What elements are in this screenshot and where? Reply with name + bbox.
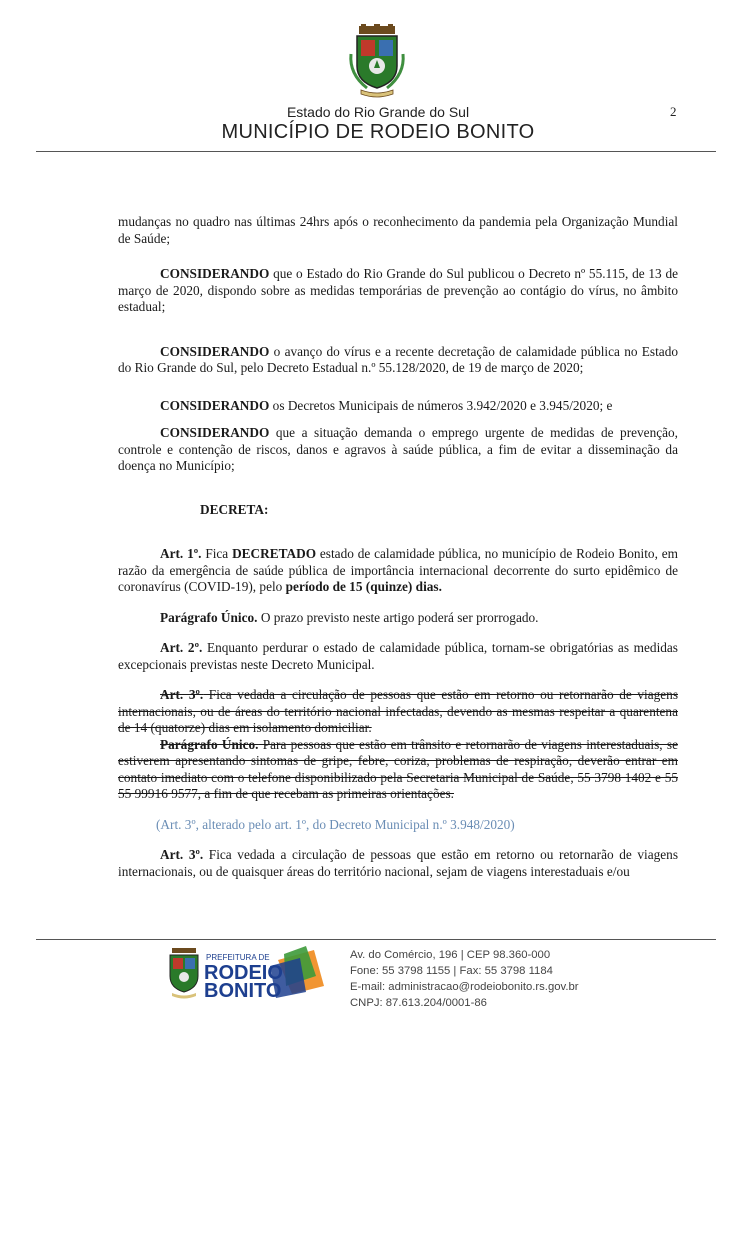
page-number: 2: [670, 104, 677, 119]
article-2: Art. 2º. Enquanto perdurar o estado de calamidade pública, tornam-se obrigatórias as medidas excepcionais previstas neste Decreto Municipal.: [118, 640, 678, 672]
paragraph-considerando-4: CONSIDERANDO que a situação demanda o emprego urgente de medidas de prevenção, controle e contenção de riscos, danos e agravos à saúde pública, a fim de evitar a disseminação da doença no Município;: [118, 425, 678, 473]
footer-address: Av. do Comércio, 196 | CEP 98.360-000: [350, 949, 551, 961]
logo-prefeitura-text: PREFEITURA DE: [206, 953, 270, 962]
header-divider: [36, 151, 716, 152]
footer-cnpj: CNPJ: 87.613.204/0001-86: [350, 997, 487, 1009]
article-1: Art. 1º. Fica DECRETADO estado de calamidade pública, no município de Rodeio Bonito, em razão da emergência de saúde pública de importância internacional decorrente do surto epidêmico de coronavírus (COVID-19), pelo período de 15 (quinze) dias.: [118, 546, 678, 594]
article-3-paragrafo-revoked: Parágrafo Único. Para pessoas que estão em trânsito e retornarão de viagens interestaduais, se estiverem apresentando sintomas de gripe, febre, coriza, problemas de respiração, deverão entrar em contato imediato com o telefone disponibilizado pela Secretaria Municipal de Saúde, 55 3798 1402 e 55 55 99916 9577, a fim de que recebam as primeiras orientações.: [118, 736, 678, 801]
logo-rodeio-text: RODEIO: [204, 962, 283, 984]
paragraph-considerando-3: CONSIDERANDO os Decretos Municipais de números 3.942/2020 e 3.945/2020; e: [160, 397, 613, 413]
prefeitura-logo: [166, 946, 332, 1000]
footer-divider: [36, 939, 716, 940]
decreta-heading: DECRETA:: [200, 501, 269, 517]
footer-contact: [350, 947, 579, 1011]
header-state: Estado do Rio Grande do Sul: [286, 104, 470, 120]
article-3: Art. 3º. Fica vedada a circulação de pessoas que estão em retorno ou retornarão de viagens internacionais, ou de quaisquer áreas do território nacional, sejam de viagens interestaduais e/ou: [118, 847, 678, 879]
paragraph-1: mudanças no quadro nas últimas 24hrs após o reconhecimento da pandemia pela Organização Mundial de Saúde;: [118, 214, 678, 246]
amendment-note: (Art. 3º, alterado pelo art. 1º, do Decreto Municipal n.º 3.948/2020): [156, 816, 515, 832]
article-1-paragrafo-unico: Parágrafo Único. O prazo previsto neste artigo poderá ser prorrogado.: [160, 609, 539, 625]
footer-email[interactable]: E-mail: administracao@rodeiobonito.rs.gov.br: [350, 981, 579, 993]
footer-phone: Fone: 55 3798 1155 | Fax: 55 3798 1184: [350, 965, 553, 977]
paragraph-considerando-2: CONSIDERANDO o avanço do vírus e a recente decretação de calamidade pública no Estado do Rio Grande do Sul, pelo Decreto Estadual n.º 55.128/2020, de 19 de março de 2020;: [118, 343, 678, 375]
coat-of-arms-icon: [347, 24, 407, 98]
paragraph-considerando-1: CONSIDERANDO que o Estado do Rio Grande do Sul publicou o Decreto nº 55.115, de 13 de março de 2020, dispondo sobre as medidas temporárias de prevenção ao contágio do vírus, no âmbito estadual;: [118, 266, 678, 314]
header-municipality: MUNICÍPIO DE RODEIO BONITO: [221, 121, 535, 143]
footer-coat-of-arms-icon: [170, 948, 198, 999]
article-3-revoked: Art. 3º. Fica vedada a circulação de pessoas que estão em retorno ou retornarão de viagens internacionais, ou de áreas do território nacional infectadas, devendo as mesmas respeitar a quarentena de 14 (quatorze) dias em isolamento domiciliar.: [118, 687, 678, 735]
logo-bonito-text: BONITO: [204, 980, 282, 1000]
document-body: [118, 214, 678, 880]
